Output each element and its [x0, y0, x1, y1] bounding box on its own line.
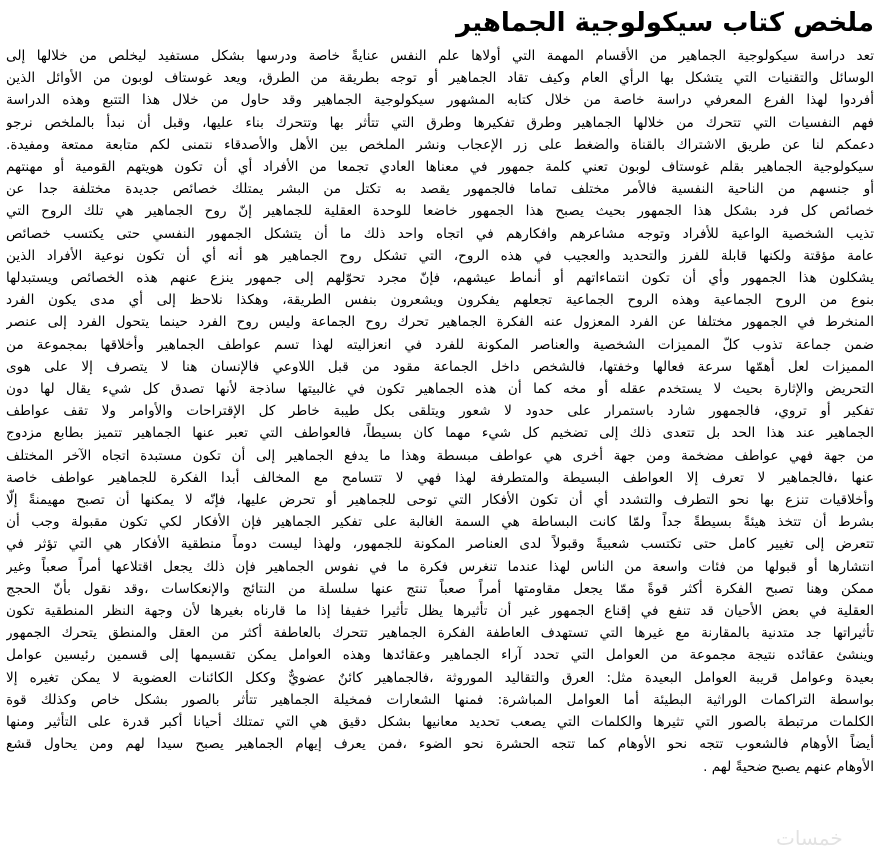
paragraph-line: المميزات لعل أهمّها سرعة فعالها وخفتها، فالشخص داخل الجماعة مقود من قبل اللاوعي فالإنسان هنا لا يتصرف إلا على هوى — [6, 358, 874, 375]
paragraph-line: ضمن جماعة تذوب كلّ المميزات الشخصية والعناصر المكونة للفرد في انعزاليته لهذا تسم عواطف الجماهير وأخلاقها بمجموعة من — [6, 336, 874, 353]
paragraph-line: دعمكم لنا عن طريق الاشتراك بالقناة والضغط على زر الإعجاب ونشر الملخص بين الأهل والأصدقاء نتمنى لكم متابعة ممتعة ومفيدة. — [6, 136, 874, 153]
paragraph-line: أفردوا لهذا الفرع المعرفي دراسة خاصة من خلال كتابه المشهور سيكولوجية الجماهير وقد حاول من خلال هذا التتبع وهذه الدراسة — [6, 92, 874, 109]
paragraph-line: العقلية في بعض الأحيان قد تنفع في إقناع الجمهور غير أن تأثيرها يظل تأثيرا خفيفا إذا ما قارناه بغيرها لأن وجهة النظر المنطقية تكون — [6, 603, 874, 620]
document-title: ملخص كتاب سيكولوجية الجماهير — [456, 8, 874, 38]
paragraph-line: تعد دراسة سيكولوجية الجماهير من الأقسام المهمة التي أولاها علم النفس عنايةً خاصة ودرسها بشكل مستفيد ليخلص من خلالها إلى — [6, 48, 874, 64]
paragraph-line: أو جنسهم من الناحية النفسية فالأمر مختلف تماما فالجمهور يقصد به تكتل من البشر يمتلك خصائص جديدة مختلفة جدا عن — [6, 181, 874, 198]
watermark-logo: خمسات — [776, 826, 843, 850]
paragraph-line: الجماهير عند هذا الحد بل تتعدى ذلك إلى تضخيم كل شيء مهما كان بسيطاً، فالعواطف التي تعبر عنها الجماهير تتميز بطابع مزدوج — [6, 425, 874, 442]
paragraph-line: بنوع من الروح الجماعية وهذه الروح الجماعية تجعلهم يفكرون ويشعرون بنفس الطريقة، وهكذا نلاحظ إلى أي مدى يكون الفرد — [6, 292, 874, 309]
paragraph-line: الأوهام عنهم يصبح ضحيةً لهم . — [703, 758, 874, 775]
paragraph-line: ممكن وهنا تصبح الفكرة أكثر قوةً ممّا يجعل مقاومتها أمراً صعباً تنتج عنها سلسلة من النتائج والإنعكاسات ،وقد نقول بأنّ الحجج — [6, 580, 874, 597]
paragraph-line: المنخرط في الجمهور مختلفا عن الفرد المعزول عنه الفكرة الجماهير تحرك روح الجماعة وليس روح الفرد حينما يتحول الفرد إلى عنصر — [6, 314, 874, 331]
paragraph-line: تفكير أو تروي، فالجمهور شارد باستمرار على حدود لا شعور ويتلقى بكل طيبة خاطر كل الإقتراحات والأوامر ولا تقف عواطف — [6, 403, 874, 420]
paragraph-line: وينشئ عقائده نتيجة مجموعة من العوامل التي تحدد آراء الجماهير وعقائدها وهذه العوامل يمكن تقسيمها إلى قسمين رئيسين عوامل — [6, 647, 874, 664]
paragraph-line: خصائص كل فرد بشكل هذا الجمهور بحيث يصبح هذا الجمهور خاضعا للوحدة العقلية للجماهير إنّ روح الجماهير هي تلك الروح التي — [6, 203, 874, 220]
paragraph-line: انتشارها أو قبولها من فئات واسعة من الناس لهذا عندما تنغرس فكرة ما في نفوس الجماهير فإن ذلك يجعل اقتلاعها أمراً صعباً وغير — [6, 558, 874, 575]
paragraph-line: عامة مؤقتة ولكنها قابلة للفرز والتحديد والعجيب في هذه الروح، التي تشكل روح الجماهير هو أنه أي أن تكون نوعية الأفراد الذين — [6, 247, 874, 264]
paragraph-line: بواسطة التراكمات الوراثية البطيئة أما العوامل المباشرة: فمنها الشعارات فمخيلة الجماهير تتأثر بالصور بشكل خاص وكذلك قوة — [6, 691, 874, 708]
paragraph-line: سيكولوجية الجماهير بقلم غوستاف لوبون تعني كلمة جمهور في معناها العادي تجمعا من الأفراد أي أن تكون هويتهم القومية أو مهنتهم — [6, 159, 874, 176]
paragraph-line: أيضاً الأوهام فالشعوب تتجه نحو الأوهام كما تتجه الحشرة نحو الضوء ،فمن يعرف إيهام الجماهير يصبح سيدا لهم ومن يحاول قشع — [6, 736, 874, 753]
paragraph-line: بعيدة وعوامل قريبة العوامل البعيدة مثل: العرق والتقاليد الموروثة ،فالجماهير كائنٌ عضويٌّ وككل الكائنات العضوية لا يمكن تغيره إلا — [6, 669, 874, 686]
paragraph-line: تأثيراتها جد متدنية بالمقارنة مع غيرها التي تستهدف العاطفة الفكرة الجماهير تتحرك بالعاطفة أكثر من العقل والمنطق يتحرك الجمهور — [6, 625, 874, 642]
paragraph-line: عنها ،فالجماهير لا تعرف إلا العواطف البسيطة والمتطرفة لهذا فهي لا تتسامح مع المخالف أبدا الفكرة للجماهير عواطف خاصة — [6, 469, 874, 486]
paragraph-line: تذيب الشخصية الواعية للأفراد وتوجه مشاعرهم وافكارهم في اتجاه واحد ذلك ما أن يتشكل الجمهور النفسي حتى يكتسب خصائص — [6, 225, 874, 242]
paragraph-line: التحريض والإثارة بحيث لا يستخدم عقله أو مخه كما أن هذه الجماهير تكون في غالبيتها ساذجة لأنها تصدق كل شيء يقال لها دون — [6, 381, 874, 398]
paragraph-line: فهم النفسيات التي تتحرك من خلالها الجماهير وطرق تفكيرها وطرق التي تتأثر بها وتتحرك بناء عليها، وقبل أن نبدأ بالملخص نرجو — [6, 114, 874, 131]
paragraph-line: يشكلون هذا الجمهور وأي أن تكون انتماءاتهم أو أنماط عيشهم، فإنّ مجرد تحوّلهم إلى جمهور ينزع عنهم هذه الخصائص ويستبدلها — [6, 270, 874, 287]
paragraph-line: الوسائل والتقنيات التي يتشكل بها الرأي العام وكيف تقاد الجماهير أو توجه بطريقة من الطرق، ويعد غوستاف لوبون من الأوائل الذين — [6, 70, 874, 87]
paragraph-line: تتعرض إلى تغيير كامل حتى تكتسب شعبيةً وقبولاً لدى العناصر المكونة للجمهور، ولهذا ليست دوماً منطقية الأفكار هي التي تؤثر في — [6, 536, 874, 553]
paragraph-line: وأخلاقيات تنزع بها نحو التطرف والتشدد أي أن تكون الأفكار التي توحى للجماهير أو تحرض عليها، فإنّه لا يمكنها أن تصبح مهيمنةً إلّا — [6, 492, 874, 509]
paragraph-line: من جهة فهي عواطف مضخمة ومن جهة أخرى هي عواطف مبسطة وهذا ما يدفع الجماهير إلى أن تكون مستبدة اتجاه الآخر المختلف — [6, 447, 874, 464]
document-body — [6, 45, 874, 778]
paragraph-line: بشرط أن تتخذ هيئةً بسيطةً جداً ولمّا كانت البساطة هي السمة الغالبة على تفكير الجماهير فإن الأفكار لكي تكون مقبولة وجب أن — [6, 514, 874, 531]
paragraph-line: الكلمات مرتبطة بالصور التي تثيرها والكلمات التي يصعب تحديد معانيها بشكل دقيق هي التي تمتلك أحيانا أكبر قدرة على التأثير ومنها — [6, 714, 874, 731]
